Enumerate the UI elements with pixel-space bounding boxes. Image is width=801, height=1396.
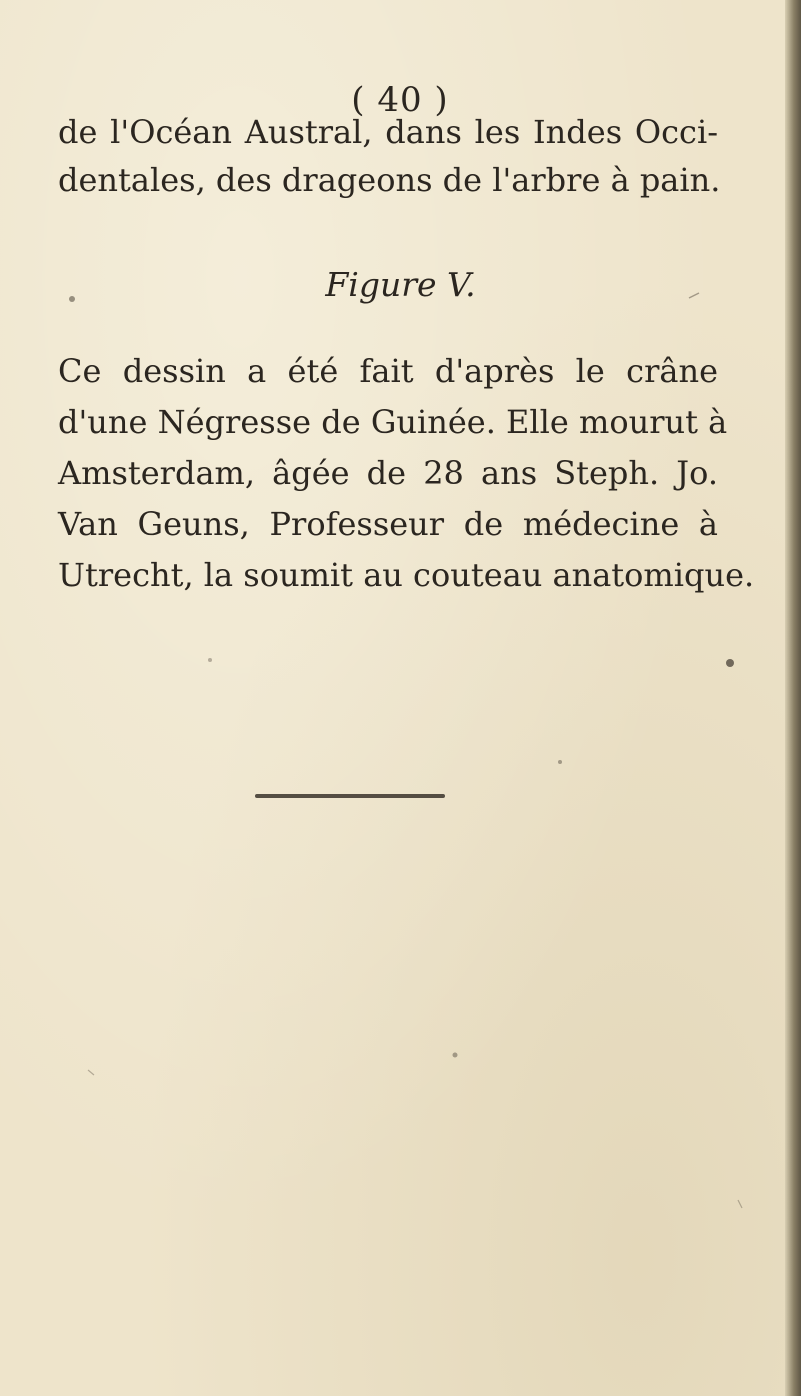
page-number: ( 40 ) (351, 80, 449, 120)
end-rule-divider (255, 794, 445, 798)
text-line: Ce dessin a été fait d'après le crâne (58, 352, 718, 390)
figure-heading: Figure V. (325, 265, 476, 304)
text-line: de l'Océan Austral, dans les Indes Occi- (58, 113, 718, 151)
text-line: dentales, des drageons de l'arbre à pain. (58, 161, 721, 199)
text-line: Van Geuns, Professeur de médecine à (58, 505, 718, 543)
text-line: Utrecht, la soumit au couteau anatomique. (58, 556, 755, 594)
page-edge-shadow (785, 0, 801, 1396)
figure-description (58, 346, 755, 601)
text-line: d'une Négresse de Guinée. Elle mourut à (58, 403, 728, 441)
intro-paragraph (58, 108, 721, 204)
text-line: Amsterdam, âgée de 28 ans Steph. Jo. (58, 454, 718, 492)
